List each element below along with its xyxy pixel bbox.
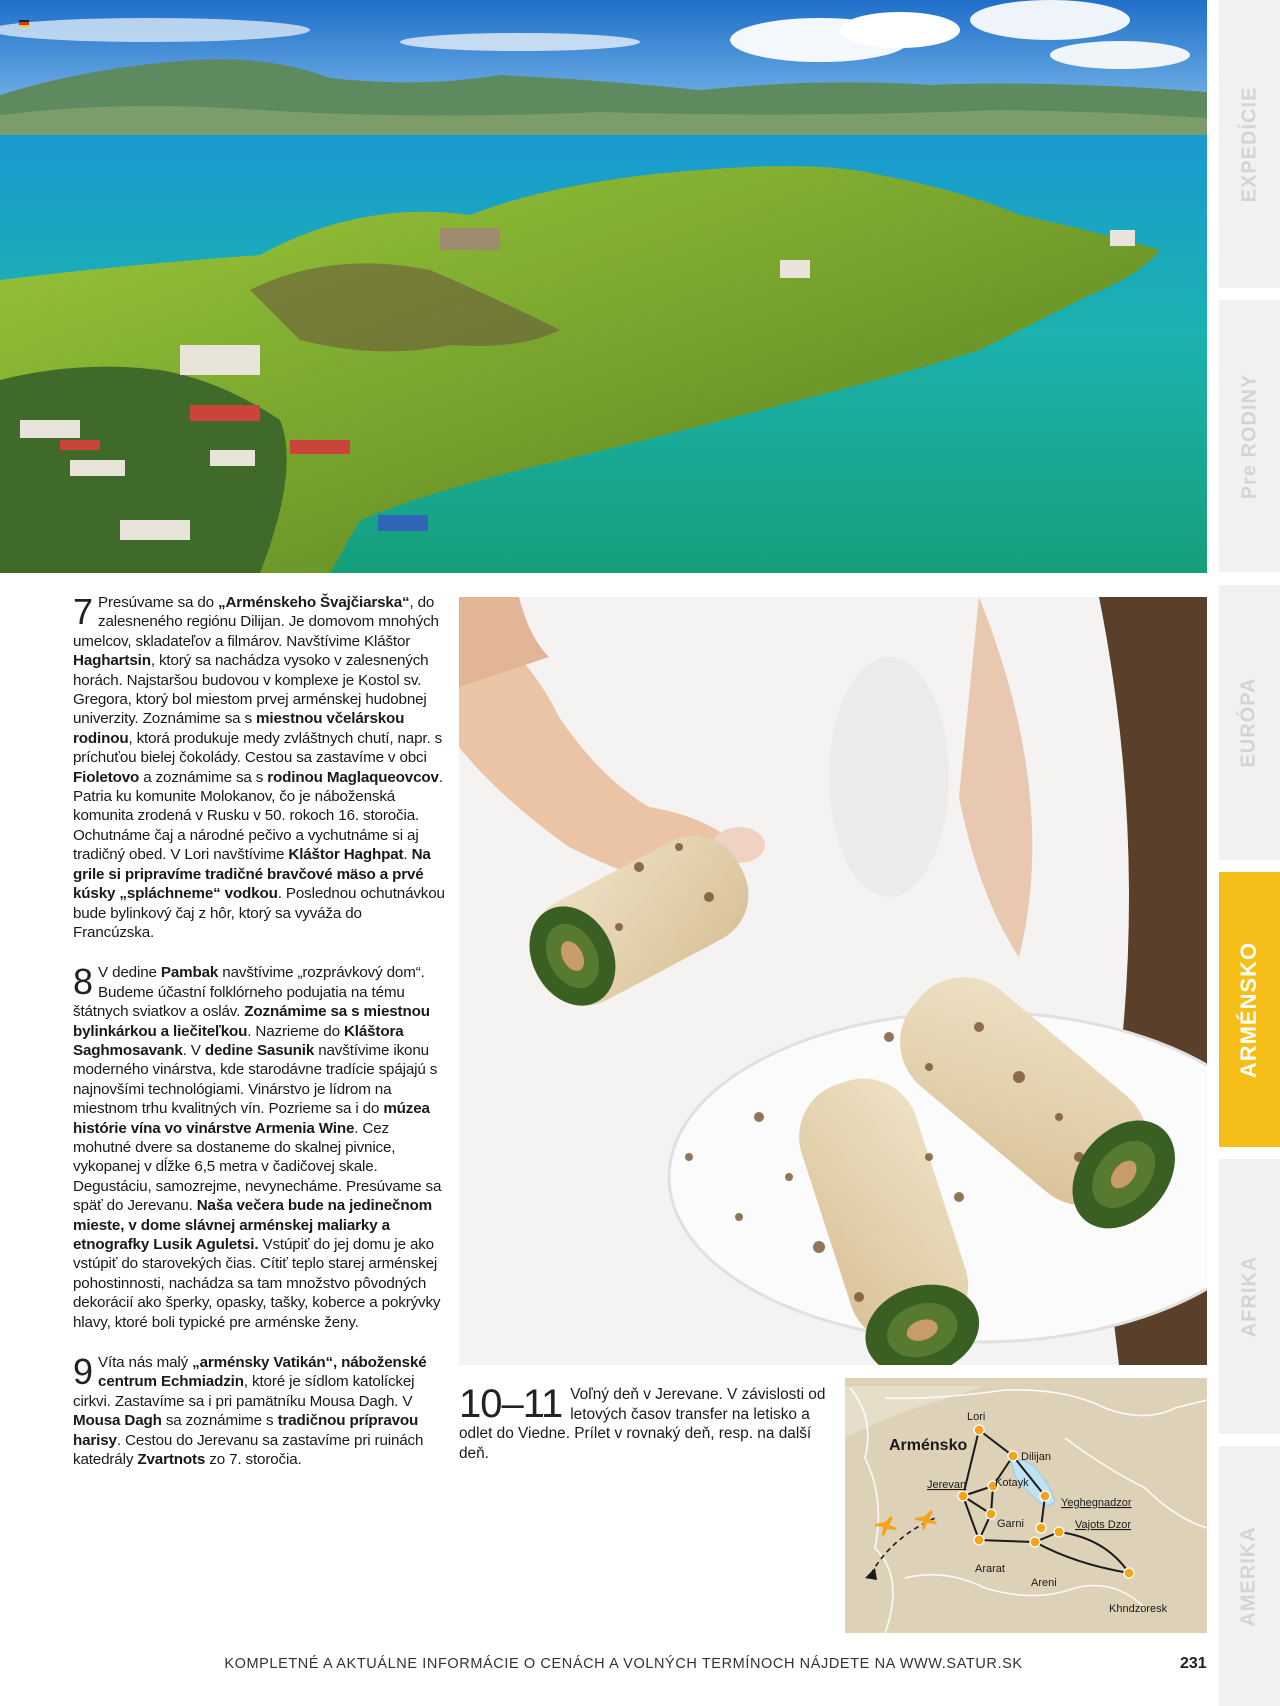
map-label-dilijan: Dilijan: [1021, 1451, 1051, 1463]
body-text: a zoznámime sa s: [139, 768, 268, 786]
day-number: 10–11: [459, 1382, 563, 1426]
tab-expedicie[interactable]: EXPEDÍCIE: [1219, 0, 1280, 288]
tab-europa[interactable]: EURÓPA: [1219, 585, 1280, 860]
tab-armensko[interactable]: ARMÉNSKO: [1219, 872, 1280, 1147]
highlight-text: Zvartnots: [137, 1451, 206, 1469]
body-text: navštívime ikonu moderného vinárstva, kde starodávne tradície spájajú s najnovšími technológiami. Vinárstvo je lídrom na miestnom trhu kvalitných vín. Pozrieme sa i do: [73, 1041, 438, 1118]
map-label-ararat: Ararat: [975, 1563, 1005, 1575]
map-title: Arménsko: [889, 1437, 968, 1454]
body-text: , do zalesneného regiónu Dilijan. Je domovom mnohých umelcov, skladateľov a filmárov. Navštívime Kláštor: [73, 594, 439, 650]
body-text: , ktorý sa nachádza vysoko v zalesnených horách. Najstaršou budovou v komplexe je Kostol sv. Gregora, ktorý bol miestom prvej arménskej hudobnej univerzity. Zoznámime sa s: [73, 652, 429, 728]
body-text: Presúvame sa do: [98, 594, 219, 611]
day-7-paragraph: [73, 593, 445, 942]
highlight-text: dedine Sasunik: [204, 1041, 315, 1059]
footer-text: KOMPLETNÉ A AKTUÁLNE INFORMÁCIE O CENÁCH A VOLNÝCH TERMÍNOCH NÁJDETE NA WWW.SATUR.SK: [224, 1656, 1023, 1672]
highlight-text: múzea histórie vína vo vinárstve Armenia Wine: [73, 1100, 430, 1137]
body-text: .: [403, 846, 412, 864]
food-photo-rolled-flatbread: [459, 597, 1207, 1365]
map-label-khndzoresk: Khndzoresk: [1109, 1603, 1168, 1615]
body-text: V dedine: [98, 964, 161, 982]
page-number: 231: [1180, 1655, 1207, 1672]
highlight-text: Mousa Dagh: [73, 1412, 162, 1430]
map-label-garni: Garni: [997, 1518, 1024, 1530]
highlight-text: tradičnou prípravou harisy: [73, 1412, 419, 1449]
body-text: Víta nás malý: [98, 1354, 193, 1372]
day-number: 9: [73, 1351, 93, 1393]
itinerary-text-column: [73, 593, 445, 1490]
map-label-yeghegnadzor: Yeghegnadzor: [1061, 1497, 1132, 1509]
highlight-text: rodinou Maglaqueovcov: [267, 768, 439, 786]
map-label-jerevan: Jerevan: [927, 1479, 967, 1491]
day-8-paragraph: [73, 963, 445, 1332]
body-text: . Cez mohutné dvere sa dostaneme do skalnej pivnice, vykopanej v dĺžke 6,5 metra v čadičovej skale. Degustáciu, samozrejme, nevynecháme. Presúvame sa späť do Jerevanu.: [73, 1119, 442, 1215]
body-text: zo 7. storočia.: [205, 1451, 302, 1469]
map-label-areni: Areni: [1031, 1577, 1057, 1589]
body-text: , ktoré je sídlom katolíckej cirkvi. Zastavíme sa i pri pamätníku Mousa Dagh. V: [73, 1373, 415, 1410]
tab-afrika[interactable]: AFRIKA: [1219, 1159, 1280, 1434]
day-number: 8: [73, 961, 93, 1003]
highlight-text: Kláštor Haghpat: [288, 846, 404, 864]
route-map-armenia: [845, 1378, 1207, 1633]
highlight-text: Haghartsin: [73, 652, 151, 670]
body-text: sa zoznámime s: [161, 1412, 278, 1430]
day-text: Voľný deň v Jerevane. V závislosti od letových časov transfer na letisko a odlet do Viedne. Prílet v rovnaký deň, resp. na další deň.: [459, 1386, 826, 1462]
footer-info: [0, 1656, 1207, 1672]
body-text: navštívime „rozprávkový dom“. Budeme účastní folklórneho podujatia na tému štátnych sviatkov a osláv.: [73, 964, 425, 1021]
map-label-kotayk: Kotayk: [995, 1477, 1029, 1489]
day-9-paragraph: [73, 1353, 445, 1469]
body-text: Vstúpiť do jej domu je ako vstúpiť do starovekých čias. Cítiť teplo starej arménskej pohostinnosti, nachádza sa tam množstvo pôvodných dekorácií ako šperky, opasky, tašky, koberce a pokrývky hlavy, ktoré boli typické pre arménske ženy.: [73, 1236, 441, 1331]
highlight-text: Zoznámime sa s miestnou bylinkárkou a liečiteľkou: [73, 1003, 430, 1040]
body-text: . Cestou do Jerevanu sa zastavíme pri ruinách katedrály: [73, 1431, 424, 1469]
tab-pre-rodiny[interactable]: Pre RODINY: [1219, 300, 1280, 572]
body-text: . Poslednou ochutnávkou bude bylinkový čaj z hôr, ktorý sa vyváža do Francúzska.: [73, 885, 445, 941]
language-flag-icon: [19, 20, 29, 27]
tab-amerika[interactable]: AMERIKA: [1219, 1446, 1280, 1706]
map-label-vajots: Vajots Dzor: [1075, 1519, 1132, 1531]
highlight-text: Fioletovo: [73, 768, 140, 786]
highlight-text: Naša večera bude na jedinečnom mieste, v dome slávnej arménskej maliarky a etnografky Lusik Aguletsi.: [73, 1197, 432, 1253]
highlight-text: Kláštora Saghmosavank: [73, 1022, 404, 1059]
body-text: , ktorá produkuje medy zvláštnych chutí, napr. s príchuťou bielej čokolády. Cestou sa zastavíme v obci: [73, 729, 443, 767]
hero-photo-lake-peninsula: [0, 0, 1207, 573]
map-label-lori: Lori: [967, 1411, 986, 1423]
highlight-text: Na grile si pripravíme tradičné bravčové mäso a prvé kúsky „spláchneme“ vodkou: [73, 846, 431, 903]
body-text: . Nazrieme do: [247, 1022, 344, 1040]
highlight-text: miestnou včelárskou rodinou: [73, 710, 405, 747]
highlight-text: Pambak: [160, 964, 219, 982]
day-number: 7: [73, 591, 93, 632]
section-tab-rail: [1219, 0, 1280, 1706]
body-text: . Patria ku komunite Molokanov, čo je náboženská komunita zrodená v Rusku v 50. rokoch 16. storočia. Ochutnáme čaj a národné pečivo a vychutnáme si aj tradičný obed. V Lori navštívime: [73, 768, 443, 864]
highlight-text: „Arménskeho Švajčiarska“: [218, 594, 410, 611]
day-10-11-paragraph: [459, 1382, 829, 1463]
highlight-text: „arménsky Vatikán“, náboženské centrum Echmiadzin: [98, 1354, 427, 1391]
body-text: . V: [182, 1041, 205, 1059]
